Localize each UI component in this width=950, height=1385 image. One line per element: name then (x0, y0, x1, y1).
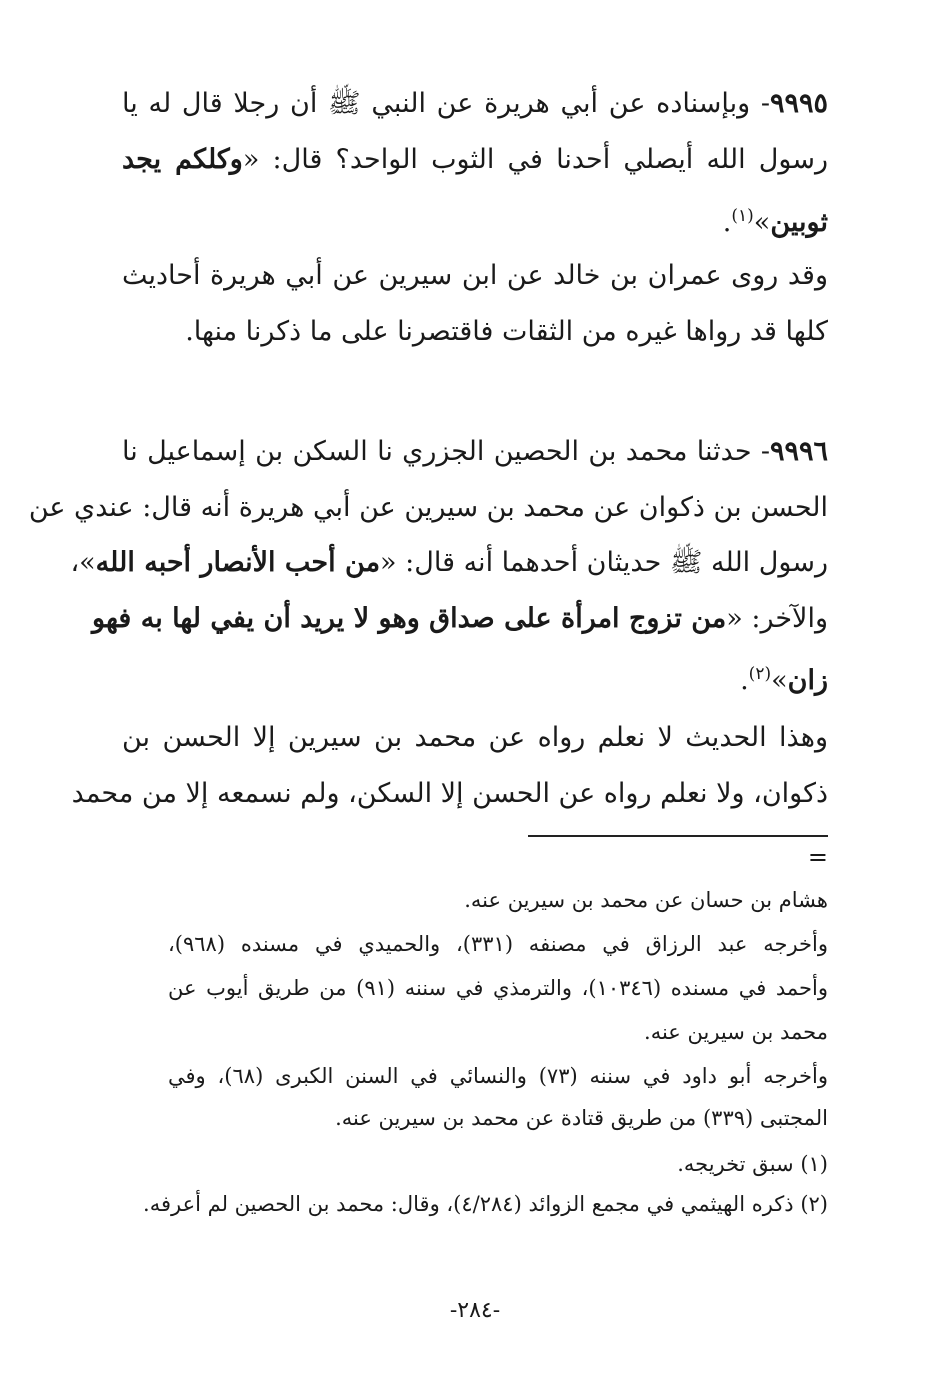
period: . (740, 665, 749, 696)
footnote-line: المجتبى (٣٣٩) من طريق قتادة عن محمد بن سيرين عنه. (335, 1106, 828, 1130)
line-text: رسول الله أيصلي أحدنا في الثوب الواحد؟ قال: « (242, 144, 828, 175)
hadith-number: ٩٩٩٦ (769, 436, 828, 467)
hadith-matn-bold: من أحب الأنصار أحبه الله (95, 547, 381, 578)
paragraph-2-line-1 (122, 256, 828, 296)
hadith-9996-line-5 (122, 654, 828, 701)
line-text: وهذا الحديث لا نعلم رواه عن محمد بن سيرين إلا الحسن بن (122, 722, 828, 753)
line-text: والآخر: « (726, 603, 828, 634)
footnote-separator (528, 835, 828, 837)
hadith-matn-bold: ثوبين (770, 207, 828, 238)
footnote-2: (٢) ذكره الهيثمي في مجمع الزوائد (٤/٢٨٤)، وقال: محمد بن الحصين لم أعرفه. (143, 1192, 828, 1216)
hadith-9995-line-2 (122, 140, 828, 180)
quote-close: »، (70, 547, 96, 578)
line-text: ذكوان، ولا نعلم رواه عن الحسن إلا السكن، ولم نسمعه إلا من محمد (71, 778, 828, 809)
footnote-line: وأخرجه أبو داود في سننه (٧٣) والنسائي في السنن الكبرى (٦٨)، وفي (168, 1064, 828, 1088)
footnote-ref: (٢) (748, 664, 772, 684)
line-text: كلها قد رواها غيره من الثقات فاقتصرنا على ما ذكرنا منها. (185, 316, 828, 347)
footnote-ref: (١) (731, 206, 754, 226)
line-text: رسول الله ﷺ حديثان أحدهما أنه قال: « (380, 547, 828, 578)
hadith-matn-bold: وكلكم يجد (122, 144, 243, 175)
hadith-9996-line-2 (28, 488, 828, 528)
hadith-number: ٩٩٩٥ (769, 88, 828, 119)
quote-close: » (753, 207, 771, 238)
hadith-9996-line-3 (70, 543, 828, 583)
footnote-line: محمد بن سيرين عنه. (644, 1020, 828, 1044)
footnote-line: وأخرجه عبد الرزاق في مصنفه (٣٣١)، والحميدي في مسنده (٩٦٨)، (168, 932, 828, 956)
footnote-1: (١) سبق تخريجه. (677, 1152, 828, 1176)
hadith-9995-line-3 (122, 196, 828, 243)
line-text: وقد روى عمران بن خالد عن ابن سيرين عن أبي هريرة أحاديث (122, 260, 828, 291)
line-text: - وبإسناده عن أبي هريرة عن النبي ﷺ أن رجلا قال له يا (122, 88, 770, 119)
hadith-9996-line-1 (122, 432, 828, 472)
page-number: -٢٨٤- (449, 1298, 501, 1323)
quote-close: » (771, 665, 788, 696)
line-text: - حدثنا محمد بن الحصين الجزري نا السكن بن إسماعيل نا (122, 436, 770, 467)
paragraph-4-line-1 (122, 718, 828, 758)
footnote-line: وأحمد في مسنده (١٠٣٤٦)، والترمذي في سننه (٩١) من طريق أيوب عن (168, 976, 828, 1000)
period: . (722, 207, 732, 238)
paragraph-2-line-2 (122, 312, 828, 352)
hadith-9995-line-1 (122, 84, 828, 124)
paragraph-4-line-2 (71, 774, 828, 814)
footnote-continuation-mark: = (807, 843, 828, 871)
hadith-matn-bold: من تزوج امرأة على صداق وهو لا يريد أن يفي لها به فهو (92, 603, 727, 634)
footnote-line: هشام بن حسان عن محمد بن سيرين عنه. (464, 888, 828, 912)
line-text: الحسن بن ذكوان عن محمد بن سيرين عن أبي هريرة أنه قال: عندي عن (28, 492, 828, 523)
hadith-matn-bold: زان (787, 665, 828, 696)
hadith-9996-line-4 (92, 599, 828, 639)
